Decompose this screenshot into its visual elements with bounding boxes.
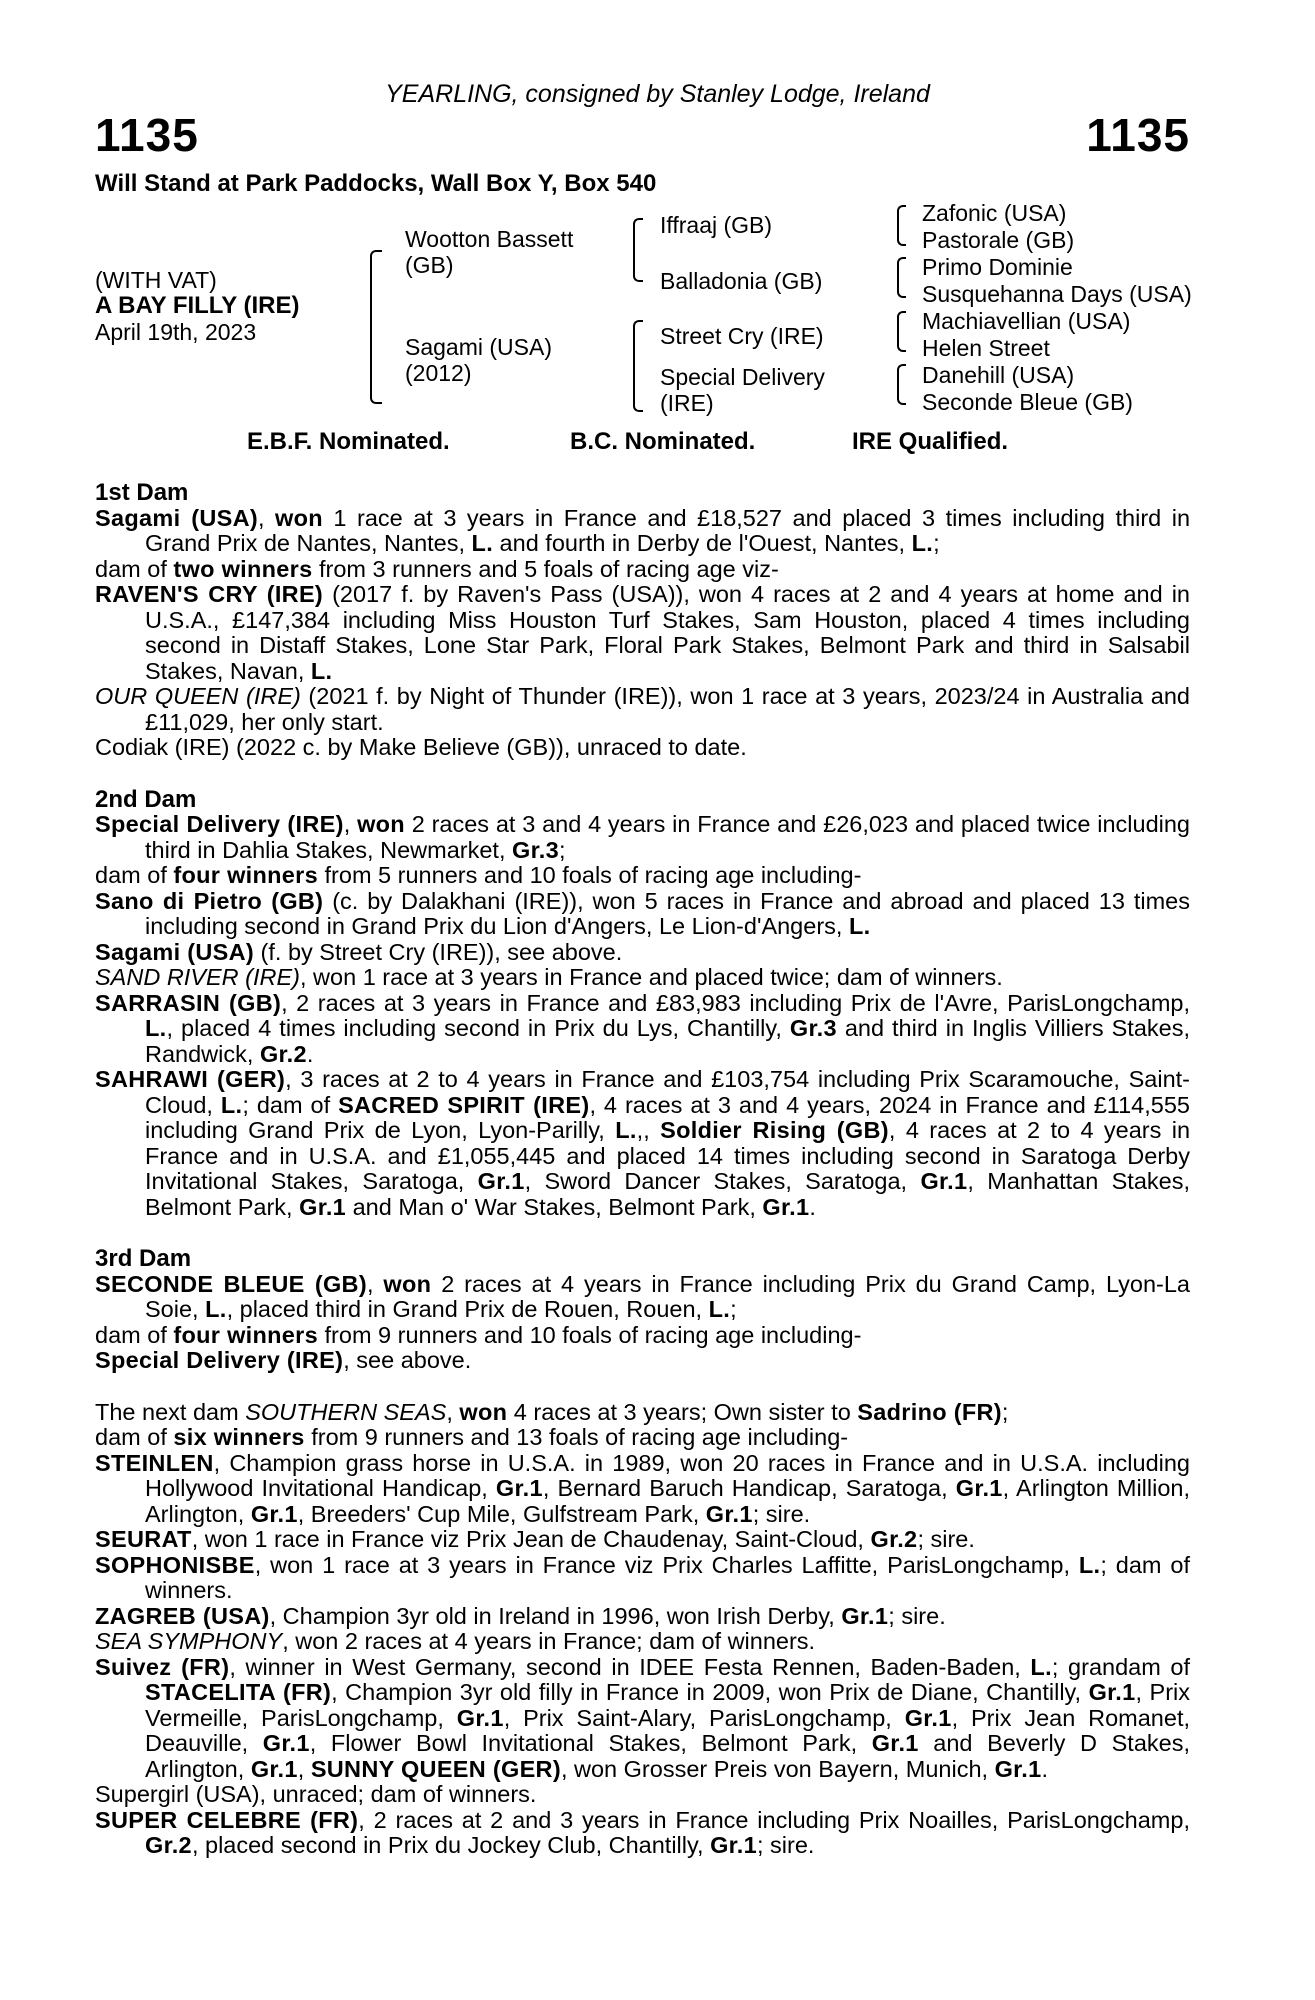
- produce-entry: Special Delivery (IRE), see above.: [95, 1347, 472, 1373]
- sire-sire: Iffraaj (GB): [660, 212, 773, 238]
- ire-qualification: IRE Qualified.: [852, 428, 1009, 455]
- dam: Sagami (USA) (2012): [405, 334, 552, 386]
- produce-entry: STEINLEN, Champion grass horse in U.S.A. in 1989, won 20 races in France and in U.S.A. including Hollywood Invitational Handicap, Gr.1, Bernard Baruch Handicap, Saratoga, Gr.1, Arlington Million, Arlington, Gr.1, Breeders' Cup Mile, Gulfstream Park, Gr.1; sire.: [95, 1449, 1191, 1527]
- pedigree-brace: [897, 205, 906, 246]
- catalogue-body: [95, 480, 1190, 1859]
- g3-7: Danehill (USA): [922, 362, 1075, 388]
- vat-note: (WITH VAT): [95, 267, 217, 293]
- produce-entry: SAHRAWI (GER), 3 races at 2 to 4 years in France and £103,754 including Prix Scaramouche, Saint-Cloud, L.; dam of SACRED SPIRIT (IRE), 4 races at 3 and 4 years, 2024 in France and £114,555 including Grand Prix de Lyon, Lyon-Parilly, L.,, Soldier Rising (GB), 4 races at 2 to 4 years in France and in U.S.A. and £1,055,445 and placed 14 times including second in Saratoga Derby Invitational Stakes, Saratoga, Gr.1, Sword Dancer Stakes, Saratoga, Gr.1, Manhattan Stakes, Belmont Park, Gr.1 and Man o' War Stakes, Belmont Park, Gr.1.: [95, 1066, 1191, 1220]
- dam-produce-summary: dam of two winners from 3 runners and 5 foals of racing age viz-: [95, 555, 779, 582]
- dam-entry: SECONDE BLEUE (GB), won 2 races at 4 years in France including Prix du Grand Camp, Lyon-La Soie, L., placed third in Grand Prix de Rouen, Rouen, L.;: [95, 1270, 1190, 1322]
- dam-sire: Street Cry (IRE): [660, 323, 824, 349]
- produce-entry: Sagami (USA) (f. by Street Cry (IRE)), see above.: [95, 938, 623, 965]
- lot-number-right: 1135: [1086, 109, 1190, 161]
- section-title-3rd-dam: 3rd Dam: [95, 1245, 192, 1272]
- ebf-nomination: E.B.F. Nominated.: [247, 428, 450, 455]
- produce-entry: SUPER CELEBRE (FR), 2 races at 2 and 3 years in France including Prix Noailles, ParisLongchamp, Gr.2, placed second in Prix du Jockey Club, Chantilly, Gr.1; sire.: [95, 1806, 1190, 1858]
- stand-location: Will Stand at Park Paddocks, Wall Box Y, Box 540: [95, 170, 657, 197]
- dam-produce-summary: dam of four winners from 9 runners and 10 foals of racing age including-: [95, 1321, 862, 1348]
- g3-8: Seconde Bleue (GB): [922, 389, 1133, 415]
- produce-entry: SARRASIN (GB), 2 races at 3 years in France and £83,983 including Prix de l'Avre, ParisLongchamp, L., placed 4 times including second in Prix du Lys, Chantilly, Gr.3 and third in Inglis Villiers Stakes, Randwick, Gr.2.: [95, 989, 1190, 1067]
- produce-entry: RAVEN'S CRY (IRE) (2017 f. by Raven's Pass (USA)), won 4 races at 2 and 4 years at home and in U.S.A., £147,384 including Miss Houston Turf Stakes, Sam Houston, placed 4 times including second in Distaff Stakes, Lone Star Park, Floral Park Stakes, Belmont Park and third in Salsabil Stakes, Navan, L.: [95, 581, 1190, 684]
- pedigree-brace: [897, 311, 906, 352]
- dam-entry: Sagami (USA), won 1 race at 3 years in France and £18,527 and placed 3 times including third in Grand Prix de Nantes, Nantes, L. and fourth in Derby de l'Ouest, Nantes, L.;: [95, 504, 1191, 556]
- dam-produce-summary: dam of six winners from 9 runners and 13 foals of racing age including-: [95, 1424, 849, 1450]
- produce-entry: Sano di Pietro (GB) (c. by Dalakhani (IRE)), won 5 races in France and abroad and placed 13 times including second in Grand Prix du Lion d'Angers, Le Lion-d'Angers, L.: [95, 887, 1190, 939]
- sire-dam: Balladonia (GB): [660, 268, 823, 294]
- produce-entry: Codiak (IRE) (2022 c. by Make Believe (GB)), unraced to date.: [95, 734, 747, 760]
- pedigree-brace: [370, 250, 382, 404]
- pedigree-brace: [897, 257, 906, 298]
- g3-5: Machiavellian (USA): [922, 308, 1131, 334]
- subject-block: [95, 267, 300, 345]
- g3-6: Helen Street: [922, 335, 1050, 361]
- g3-1: Zafonic (USA): [922, 200, 1067, 226]
- lot-number-left: 1135: [95, 109, 199, 161]
- pedigree-brace: [633, 320, 643, 412]
- consignment-line: YEARLING, consigned by Stanley Lodge, Ireland: [385, 80, 930, 108]
- next-dam-entry: The next dam SOUTHERN SEAS, won 4 races at 3 years; Own sister to Sadrino (FR);: [95, 1398, 1009, 1425]
- produce-entry: Supergirl (USA), unraced; dam of winners.: [95, 1781, 537, 1807]
- produce-entry: SEURAT, won 1 race in France viz Prix Jean de Chaudenay, Saint-Cloud, Gr.2; sire.: [95, 1526, 975, 1552]
- g3-3: Primo Dominie: [922, 254, 1073, 280]
- sire: Wootton Bassett (GB): [405, 226, 574, 278]
- produce-entry: OUR QUEEN (IRE) (2021 f. by Night of Thunder (IRE)), won 1 race at 3 years, 2023/24 in Australia and £11,029, her only start.: [95, 683, 1190, 735]
- produce-entry: SEA SYMPHONY, won 2 races at 4 years in France; dam of winners.: [95, 1628, 816, 1654]
- pedigree-brace: [897, 364, 906, 405]
- produce-entry: ZAGREB (USA), Champion 3yr old in Ireland in 1996, won Irish Derby, Gr.1; sire.: [95, 1602, 946, 1629]
- produce-entry: Suivez (FR), winner in West Germany, second in IDEE Festa Rennen, Baden-Baden, L.; grandam of STACELITA (FR), Champion 3yr old filly in France in 2009, won Prix de Diane, Chantilly, Gr.1, Prix Vermeille, ParisLongchamp, Gr.1, Prix Saint-Alary, ParisLongchamp, Gr.1, Prix Jean Romanet, Deauville, Gr.1, Flower Bowl Invitational Stakes, Belmont Park, Gr.1 and Beverly D Stakes, Arlington, Gr.1, SUNNY QUEEN (GER), won Grosser Preis von Bayern, Munich, Gr.1.: [95, 1653, 1191, 1782]
- produce-entry: SOPHONISBE, won 1 race at 3 years in France viz Prix Charles Laffitte, ParisLongchamp, L.; dam of winners.: [95, 1551, 1190, 1603]
- pedigree-brace: [633, 218, 643, 282]
- section-title-1st-dam: 1st Dam: [95, 479, 189, 506]
- produce-entry: SAND RIVER (IRE), won 1 race at 3 years in France and placed twice; dam of winners.: [95, 964, 1003, 990]
- dam-dam: Special Delivery (IRE): [660, 364, 825, 416]
- horse-name: A BAY FILLY (IRE): [95, 292, 300, 319]
- dam-produce-summary: dam of four winners from 5 runners and 10 foals of racing age including-: [95, 862, 862, 888]
- g3-2: Pastorale (GB): [922, 227, 1075, 253]
- dam-entry: Special Delivery (IRE), won 2 races at 3 and 4 years in France and £26,023 and placed twice including third in Dahlia Stakes, Newmarket, Gr.3;: [95, 811, 1190, 863]
- foaling-date: April 19th, 2023: [95, 319, 257, 345]
- g3-4: Susquehanna Days (USA): [922, 281, 1192, 307]
- section-title-2nd-dam: 2nd Dam: [95, 785, 197, 813]
- bc-nomination: B.C. Nominated.: [570, 428, 756, 455]
